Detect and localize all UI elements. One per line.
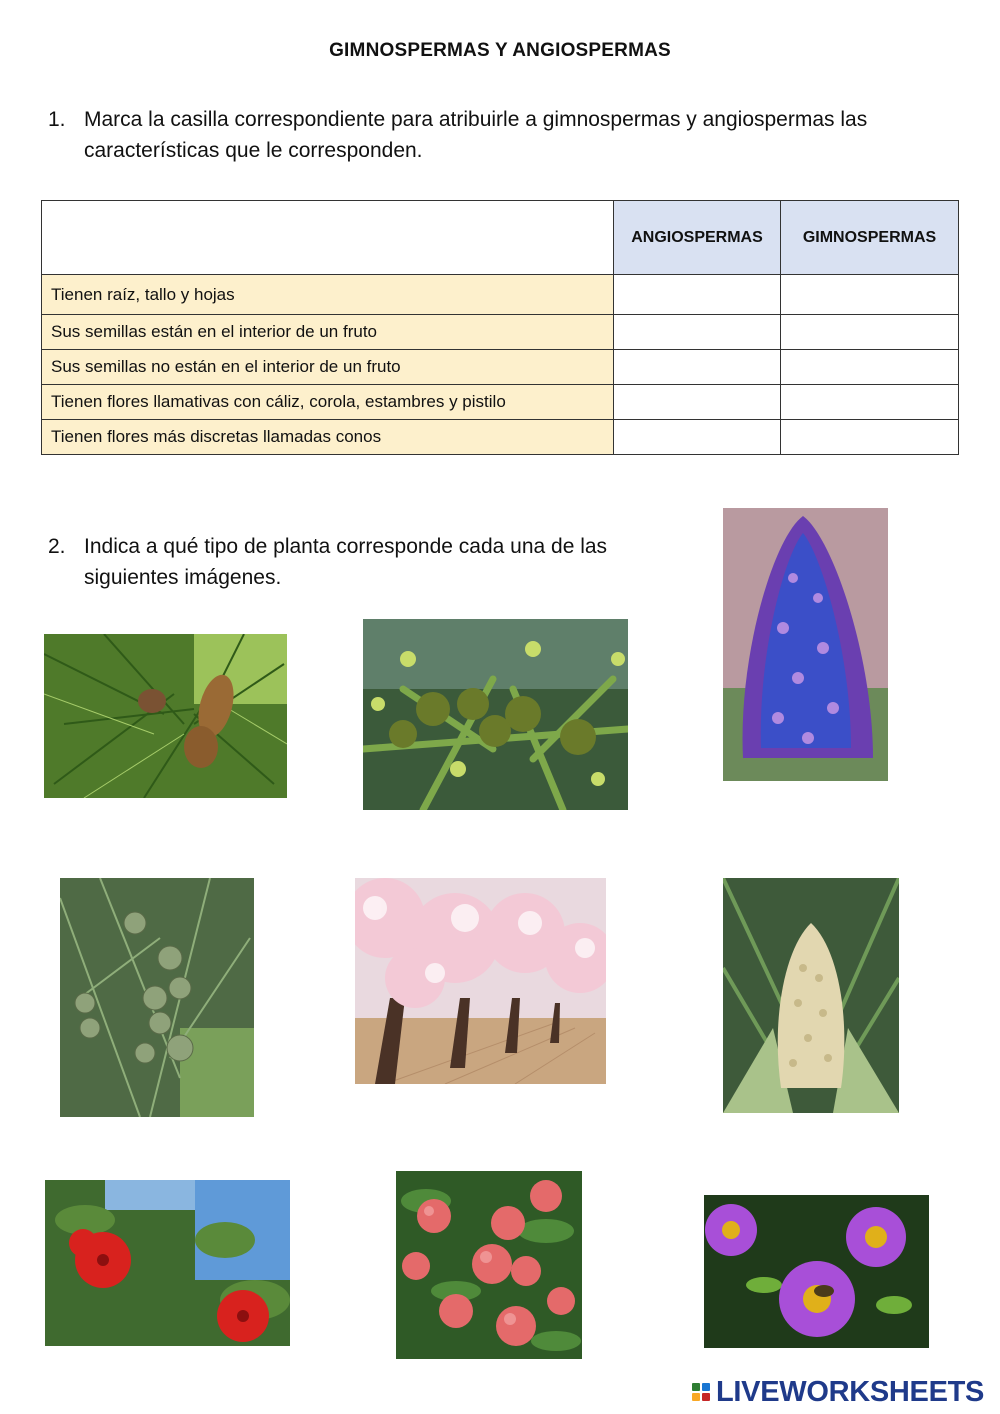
image-pine-cone[interactable] [44,634,287,798]
table-row [42,385,959,420]
checkbox-angiospermas-1[interactable] [614,275,781,315]
checkbox-gimnospermas-3[interactable] [781,350,959,385]
image-asters[interactable] [704,1195,929,1348]
question-1-text: Marca la casilla correspondiente para atribuirle a gimnospermas y angiospermas las características que le corresponden. [84,108,868,162]
checkbox-angiospermas-5[interactable] [614,420,781,455]
logo-mark-icon [692,1383,710,1401]
image-araucaria[interactable] [363,619,628,810]
checkbox-angiospermas-3[interactable] [614,350,781,385]
checkbox-gimnospermas-5[interactable] [781,420,959,455]
page-title: GIMNOSPERMAS Y ANGIOSPERMAS [329,40,671,61]
question-2-number: 2. [48,535,66,558]
table-corner-cell [42,201,614,275]
question-1 [48,104,928,168]
table-row [42,315,959,350]
checkbox-gimnospermas-4[interactable] [781,385,959,420]
image-apples[interactable] [396,1171,582,1359]
table-row [42,275,959,315]
row-label: Tienen raíz, tallo y hojas [42,275,614,315]
question-2-text: Indica a qué tipo de planta corresponde cada una de las siguientes imágenes. [84,535,608,589]
row-label: Sus semillas están en el interior de un fruto [42,315,614,350]
question-1-number: 1. [48,108,66,131]
liveworksheets-logo [692,1375,984,1409]
checkbox-angiospermas-2[interactable] [614,315,781,350]
image-cycad-cone[interactable] [723,878,899,1113]
table-row [42,420,959,455]
row-label: Sus semillas no están en el interior de un fruto [42,350,614,385]
image-almond-blossom[interactable] [355,878,606,1084]
header-gimnospermas: GIMNOSPERMAS [781,201,959,275]
row-label: Tienen flores llamativas con cáliz, corola, estambres y pistilo [42,385,614,420]
question-2 [48,531,648,595]
image-hibiscus[interactable] [45,1180,290,1346]
logo-text: LIVEWORKSHEETS [716,1375,985,1408]
classification-table [41,200,959,455]
checkbox-gimnospermas-2[interactable] [781,315,959,350]
image-juniper[interactable] [60,878,254,1117]
image-echium-flower[interactable] [723,508,888,781]
checkbox-angiospermas-4[interactable] [614,385,781,420]
row-label: Tienen flores más discretas llamadas conos [42,420,614,455]
checkbox-gimnospermas-1[interactable] [781,275,959,315]
table-row [42,350,959,385]
header-angiospermas: ANGIOSPERMAS [614,201,781,275]
